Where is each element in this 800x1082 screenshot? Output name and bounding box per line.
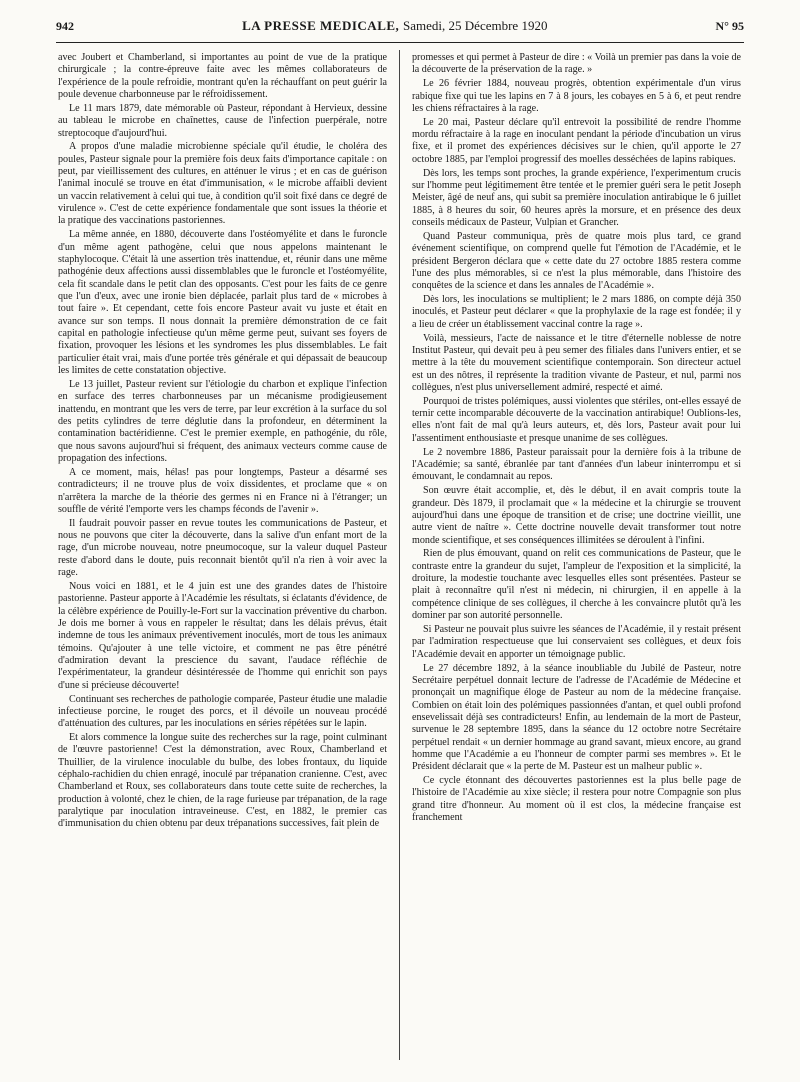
running-title <box>242 18 547 34</box>
paragraph: Le 20 mai, Pasteur déclare qu'il entrevoit la possibilité de rendre l'homme mordu réfractaire à la rage en inoculant pendant la période d'incubation un virus fixe, et il promet des expériences décisives sur le chien, qu'il apporte le 27 octobre 1885, par l'emploi progressif des moelles desséchées de lapins rabiques. <box>412 116 741 165</box>
paragraph: A propos d'une maladie microbienne spéciale qu'il étudie, le choléra des poules, Pasteur signale pour la première fois deux faits d'importance capitale : on peut, par vieillissement des cultures, en atténuer le virus ; et en cas de guérison l'animal inoculé se trouve en état d'immunisation, « le microbe affaibli devient un vaccin relativement à celui qui tue, à condition qu'il soit fixé dans ce degré de virulence ». C'est de cette expérience fondamentale que sont issues la théorie et la pratique des vaccinations pastoriennes. <box>58 141 387 227</box>
paragraph: Quand Pasteur communiqua, près de quatre mois plus tard, ce grand événement scientifique, on comprend quelle fut l'émotion de l'Académie, et le président Bergeron déclara que « cette date du 27 octobre 1885 restera comme l'une des plus mémorables, si ce n'est la plus mémorable, dans l'histoire des conquêtes de la science et dans les annales de l'Académie ». <box>412 230 741 292</box>
issue-date: Samedi, 25 Décembre 1920 <box>403 18 548 33</box>
paragraph: Le 13 juillet, Pasteur revient sur l'étiologie du charbon et explique l'infection en surface des terres charbonneuses par un mécanisme prodigieusement inattendu, en montrant que les vers de terre, par leur excrétion à la surface du sol des petits cylindres de terre déglutie dans la profondeur, en déterminent la contamination bactéridienne. C'est le premier exemple, en pathogénie, du rôle, que nous savons aujourd'hui si fréquent, des animaux vecteurs comme cause de propagation des infections. <box>58 378 387 464</box>
paragraph: Ce cycle étonnant des découvertes pastoriennes est la plus belle page de l'histoire de l'Académie au xixe siècle; il restera pour notre Compagnie son plus grand titre d'honneur. Au moment où il est clos, la médecine française est franchement <box>412 775 741 824</box>
paragraph: Son œuvre était accomplie, et, dès le début, il en avait compris toute la grandeur. Dès 1879, il proclamait que « la médecine et la chirurgie se trouvent aujourd'hui dans une époque de transition et de crise; une doctrine vieillit, une autre vient de naître ». Cette doctrine nouvelle devait transformer tout notre monde scientifique, et ses conséquences illimitées se déroulent à l'infini. <box>412 485 741 546</box>
issue-number: N° 95 <box>715 19 744 33</box>
paragraph: Et alors commence la longue suite des recherches sur la rage, point culminant de l'œuvre pastorienne! C'est la démonstration, avec Roux, Chamberland et Thuillier, de la virulence inoculable du bulbe, des lobes frontaux, du liquide céphalo-rachidien du chien enragé, inoculé par trépanation cranienne. C'est, avec Chamberland et Roux, ses collaborateurs dans toute cette suite de recherches, la production à volonté, chez le chien, de la rage furieuse par trépanation, de la rage paralytique par inoculation intraveineuse. C'est, en 1882, le premier cas d'immunisation du chien obtenu par deux trépanations successives, fait plein de <box>58 732 387 830</box>
paragraph: Le 26 février 1884, nouveau progrès, obtention expérimentale d'un virus rabique fixe qui tue les lapins en 7 à 8 jours, les cobayes en 5 à 6, et peut rendre les chiens réfractaires à la rage. <box>412 78 741 114</box>
paragraph: Continuant ses recherches de pathologie comparée, Pasteur étudie une maladie infectieuse porcine, le rouget des porcs, et il dévoile un nouveau procédé d'atténuation des cultures, par les inoculations en séries répétées sur le lapin. <box>58 693 387 730</box>
paragraph: Si Pasteur ne pouvait plus suivre les séances de l'Académie, il y restait présent par l'admiration respectueuse que lui conservaient ses collègues, et deux fois l'Académie devait en apporter un témoignage public. <box>412 623 741 660</box>
paragraph: Le 2 novembre 1886, Pasteur paraissait pour la dernière fois à la tribune de l'Académie; sa santé, ébranlée par tant d'années d'un labeur ininterrompu et si émouvant, le condamnait au repos. <box>412 446 741 483</box>
paragraph: avec Joubert et Chamberland, si importantes au point de vue de la pratique chirurgicale ; la contre-épreuve faite avec les mêmes collaborateurs de l'expérience de la poule refroidie, montrant qu'en la réchauffant on peut guérir la poule devenue charbonneuse par le réfroidissement. <box>58 52 387 101</box>
left-column <box>58 52 387 1062</box>
paragraph: A ce moment, mais, hélas! pas pour longtemps, Pasteur a désarmé ses contradicteurs; il ne trouve plus de voix dissidentes, et proclame que « on n'arrêtera la marche de la théorie des germes ni en France ni à l'étranger; un souffle de vérité l'emporte vers les champs féconds de l'avenir ». <box>58 466 387 515</box>
column-divider <box>399 50 400 1060</box>
paragraph: La même année, en 1880, découverte dans l'ostéomyélite et dans le furoncle d'un même agent pathogène, celui que nous appelons maintenant le staphylocoque. C'était là une assertion très inattendue, et, réunir dans une même pathogénie deux affections aussi dissemblables que le furoncle et l'ostéomyélite, cela fit scandale dans le petit clan des opposants. C'est pour les faits de ce genre que l'un d'eux, avec une ironie bien déplacée, parlait plus tard de « microbes à tout faire ». Et cependant, cette fois encore Pasteur avait vu juste et était en avance sur son temps. Il nous donnait la première démonstration de ce fait capital en pathologie infectieuse qu'un même germe peut, suivant ses foyers de fixation, provoquer les lésions et les syndromes les plus dissemblables. Le fait particulier était vrai, mais d'une portée très générale et qui dépassait de beaucoup les limites de cette constatation objective. <box>58 229 387 377</box>
paragraph: Dès lors, les inoculations se multiplient; le 2 mars 1886, on compte déjà 350 inoculés, et Pasteur peut déclarer « que la prophylaxie de la rage est fondée; il y a lieu de créer un établissement vaccinal contre la rage ». <box>412 294 741 330</box>
page-header <box>56 18 744 40</box>
journal-name: LA PRESSE MEDICALE, <box>242 18 400 33</box>
header-rule <box>56 42 744 43</box>
paragraph: Voilà, messieurs, l'acte de naissance et le titre d'éternelle noblesse de notre Institut Pasteur, qui devait peu à peu semer des filiales dans l'univers entier, et se mettre à la tête du mouvement scientifique contemporain. Son directeur actuel est un des nôtres, il représente la tradition vivante de Pasteur, et nul, parmi nos collègues, n'est plus universellement admiré, respecté et aimé. <box>412 332 741 393</box>
paragraph: Rien de plus émouvant, quand on relit ces communications de Pasteur, que le contraste entre la grandeur du sujet, l'ampleur de l'exposition et la simplicité, la droiture, la modestie touchante avec lesquelles elles sont présentées. Pasteur se plait à reconnaître qu'il n'est ni médecin, ni chirurgien, il en appelle à la compétence clinique de ses collègues, il cherche à les convaincre plutôt qu'à les dominer par son autorité personnelle. <box>412 548 741 622</box>
paragraph: promesses et qui permet à Pasteur de dire : « Voilà un premier pas dans la voie de la découverte de la préservation de la rage. » <box>412 52 741 76</box>
paragraph: Pourquoi de tristes polémiques, aussi violentes que stériles, ont-elles essayé de ternir cette incomparable découverte de la vaccination antirabique! Oublions-les, elles n'ont fait de mal qu'à leurs auteurs, et, dès lors, Pasteur avait pour lui l'assentiment enthousiaste et presque unanime de ses collègues. <box>412 395 741 444</box>
paragraph: Il faudrait pouvoir passer en revue toutes les communications de Pasteur, et nous ne pouvons que citer la découverte, dans la salive d'un enfant mort de la rage, d'un microbe nouveau, notre pneumocoque, sur la valeur duquel Pasteur reste d'abord dans le doute, puis reconnait bientôt qu'il n'a rien à voir avec la rage. <box>58 517 387 579</box>
right-column <box>412 52 741 1062</box>
paragraph: Le 11 mars 1879, date mémorable où Pasteur, répondant à Hervieux, dessine au tableau le microbe en chaînettes, cause de l'infection puerpérale, notre streptocoque d'aujourd'hui. <box>58 102 387 139</box>
paragraph: Dès lors, les temps sont proches, la grande expérience, l'experimentum crucis sur l'homme peut légitimement être tentée et le premier guéri sera le petit Joseph Meister, âgé de neuf ans, qui subit sa première inoculation antirabique le 6 juillet 1885, à 8 heures du soir, 60 heures après la morsure, et en présence des deux conseils médicaux de Pasteur, Vulpian et Grancher. <box>412 167 741 228</box>
paragraph: Nous voici en 1881, et le 4 juin est une des grandes dates de l'histoire pastorienne. Pasteur apporte à l'Académie les résultats, si éclatants d'évidence, de la célèbre expérience de Pouilly-le-Fort sur la vaccination préventive du charbon. Je dois me borner à vous en rappeler le résultat; dans les délais prévus, était indemne de tous les animaux préventivement inoculés, mort de tous les animaux témoins. Qu'ajouter à une telle victoire, et comment ne pas être pénétré d'admiration devant la prescience du savant, l'audace réfléchie de l'expérimentateur, la grandeur désintéressée de l'homme qui enrichit son pays d'une si précieuse découverte! <box>58 580 387 691</box>
paragraph: Le 27 décembre 1892, à la séance inoubliable du Jubilé de Pasteur, notre Secrétaire perpétuel donnait lecture de l'adresse de l'Académie de Médecine et prononçait un magnifique éloge de Pasteur au nom de la médecine française. Combien on était loin des polémiques passionnées d'antan, et quel oubli profond ensevelissait déjà ses contradicteurs! Enfin, au lendemain de la mort de Pasteur, survenue le 28 septembre 1895, dans la séance du 12 octobre notre Secrétaire perpétuel rendait « un dernier hommage au grand savant, mieux encore, au grand homme que l'Académie a eu l'honneur de compter parmi ses membres ». Et le Président déclarait que « la perte de M. Pasteur est un malheur public ». <box>412 662 741 773</box>
page-number: 942 <box>56 19 74 33</box>
